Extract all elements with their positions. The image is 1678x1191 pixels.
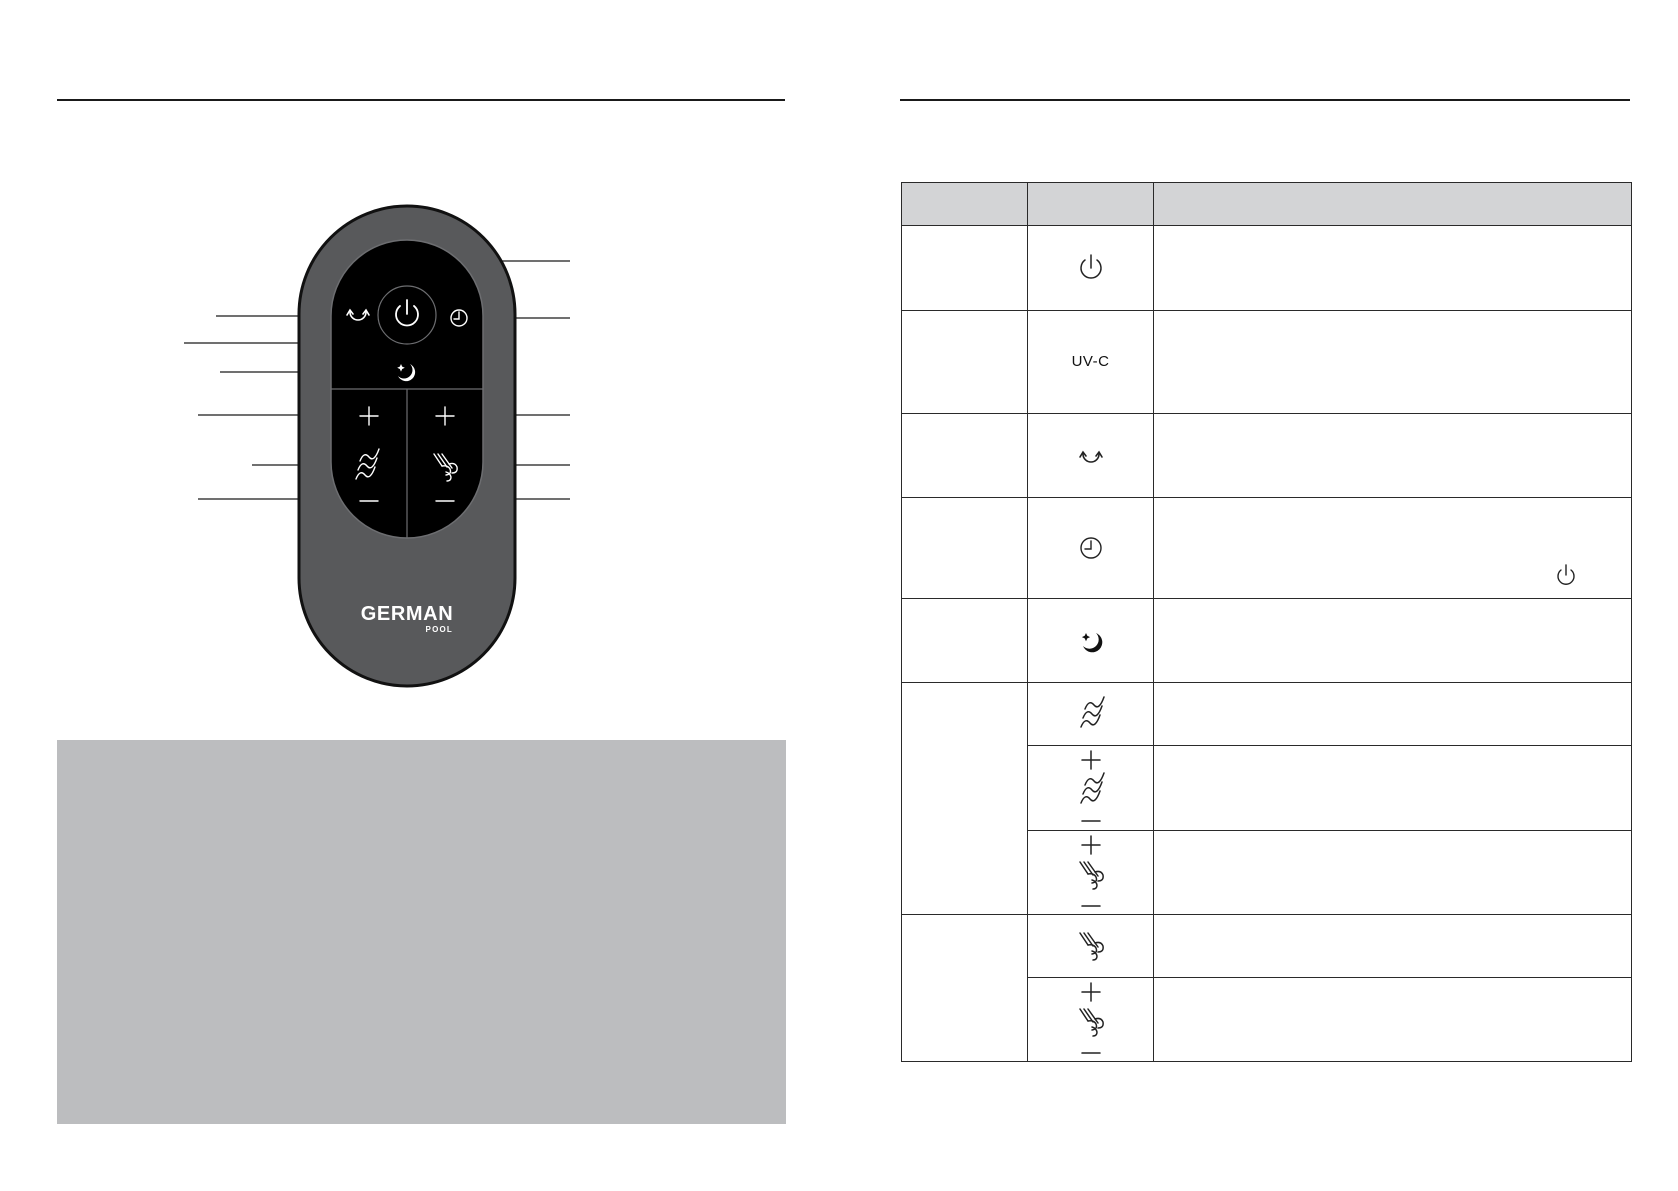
fan-icon [1071, 921, 1111, 971]
function-cell [902, 915, 1028, 1062]
top-rule-left [57, 99, 785, 101]
function-cell [902, 311, 1028, 414]
remote-control-diagram [170, 200, 610, 700]
function-cell [902, 599, 1028, 683]
heat-wave-icon [1071, 689, 1111, 739]
table-row [902, 683, 1632, 746]
description-cell [1154, 831, 1632, 915]
header-description [1154, 183, 1632, 226]
table-row [902, 599, 1632, 683]
button-icon-cell [1028, 414, 1154, 498]
header-button [1028, 183, 1154, 226]
table-row [902, 311, 1632, 414]
button-icon-cell [1028, 915, 1154, 978]
description-cell [1154, 498, 1632, 599]
button-icon-cell [1028, 683, 1154, 746]
uvc-label: UV-C [1071, 353, 1110, 370]
instruction-panel [57, 740, 786, 1124]
button-icon-cell [1028, 831, 1154, 915]
table-header-row [902, 183, 1632, 226]
button-icon-cell [1028, 978, 1154, 1062]
fan-plus-minus-icon [1071, 864, 1111, 881]
power-icon [1071, 243, 1111, 293]
table-row [902, 498, 1632, 599]
button-icon-cell [1028, 599, 1154, 683]
fan-plus-minus-icon [1071, 1011, 1111, 1028]
swing-icon [1071, 431, 1111, 481]
function-cell [902, 414, 1028, 498]
button-icon-cell [1028, 226, 1154, 311]
table-row [902, 226, 1632, 311]
description-cell [1154, 414, 1632, 498]
function-cell [902, 226, 1028, 311]
heat-plus-minus-icon [1071, 779, 1111, 796]
table-row [902, 915, 1632, 978]
table-body [902, 226, 1632, 1062]
brand-logo-sub: POOL [425, 625, 453, 634]
description-cell [1154, 978, 1632, 1062]
description-cell [1154, 915, 1632, 978]
button-icon-cell [1028, 311, 1154, 414]
description-cell [1154, 599, 1632, 683]
function-table [901, 182, 1632, 1062]
description-cell [1154, 226, 1632, 311]
button-icon-cell [1028, 746, 1154, 831]
power-button[interactable] [378, 286, 436, 344]
function-cell [902, 683, 1028, 915]
inline-power-icon [1553, 562, 1579, 588]
description-cell [1154, 311, 1632, 414]
table-row [902, 414, 1632, 498]
description-cell [1154, 683, 1632, 746]
timer-icon [1071, 523, 1111, 573]
top-rule-right [900, 99, 1630, 101]
sleep-mode-icon [1071, 616, 1111, 666]
description-cell [1154, 746, 1632, 831]
brand-logo: GERMAN [360, 603, 454, 625]
header-function [902, 183, 1028, 226]
button-icon-cell [1028, 498, 1154, 599]
function-cell [902, 498, 1028, 599]
